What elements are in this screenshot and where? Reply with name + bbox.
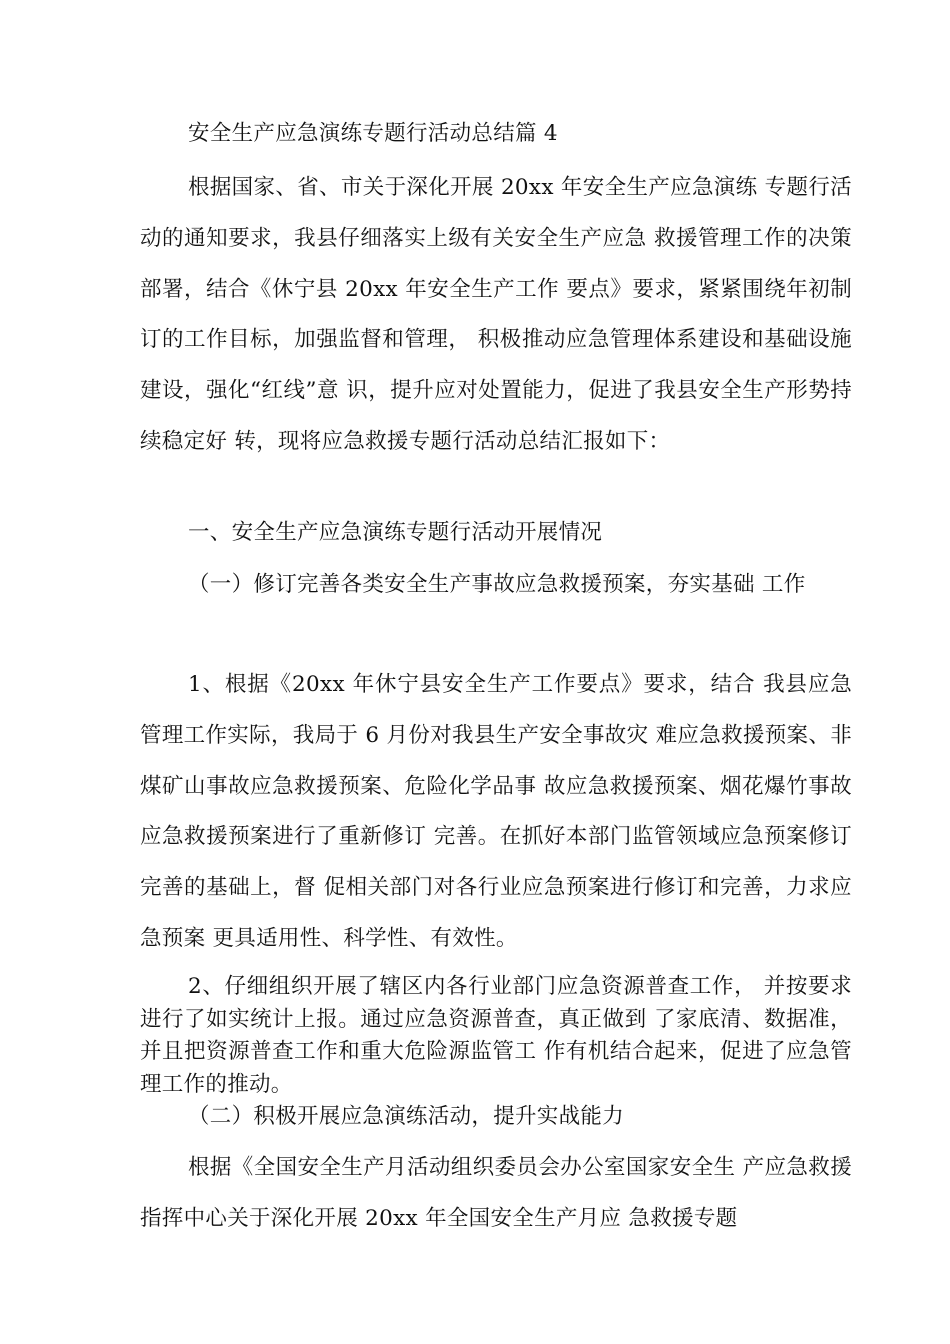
paragraph-intro: 根据国家、省、市关于深化开展 20xx 年安全生产应急演练 专题行活动的通知要求，我县仔细落实上级有关安全生产应急 救援管理工作的决策部署，结合《休宁县 20xx 年安全生产工作 要点》要求，紧紧围绕年初制订的工作目标，加强监督和管理， 积极推动应急管理体系建设和基础设施建设，强化“红线”意 识，提升应对处置能力，促进了我县安全生产形势持续稳定好 转，现将应急救援专题行活动总结汇报如下： bbox=[140, 175, 852, 454]
subsection-heading-2: （二）积极开展应急演练活动，提升实战能力 bbox=[188, 1104, 625, 1129]
section-heading-1: 一、安全生产应急演练专题行活动开展情况 bbox=[188, 520, 603, 545]
paragraph-item-1: 1、根据《20xx 年休宁县安全生产工作要点》要求，结合 我县应急管理工作实际，我局于 6 月份对我县生产安全事故灾 难应急救援预案、非煤矿山事故应急救援预案、危险化学品事 故应急救援预案、烟花爆竹事故应急救援预案进行了重新修订 完善。在抓好本部门监管领域应急预案修订完善的基础上，督 促相关部门对各行业应急预案进行修订和完善，力求应急预案 更具适用性、科学性、有效性。 bbox=[140, 672, 852, 951]
paragraph-continued: 根据《全国安全生产月活动组织委员会办公室国家安全生 产应急救援指挥中心关于深化开展 20xx 年全国安全生产月应 急救援专题 bbox=[140, 1155, 852, 1231]
paragraph-item-2: 2、仔细组织开展了辖区内各行业部门应急资源普查工作， 并按要求进行了如实统计上报。通过应急资源普查，真正做到 了家底清、数据准，并且把资源普查工作和重大危险源监管工 作有机结合起来，促进了应急管理工作的推动。 bbox=[140, 974, 852, 1097]
subsection-heading-1: （一）修订完善各类安全生产事故应急救援预案，夯实基础 工作 bbox=[188, 572, 806, 597]
document-title: 安全生产应急演练专题行活动总结篇 4 bbox=[188, 121, 558, 146]
